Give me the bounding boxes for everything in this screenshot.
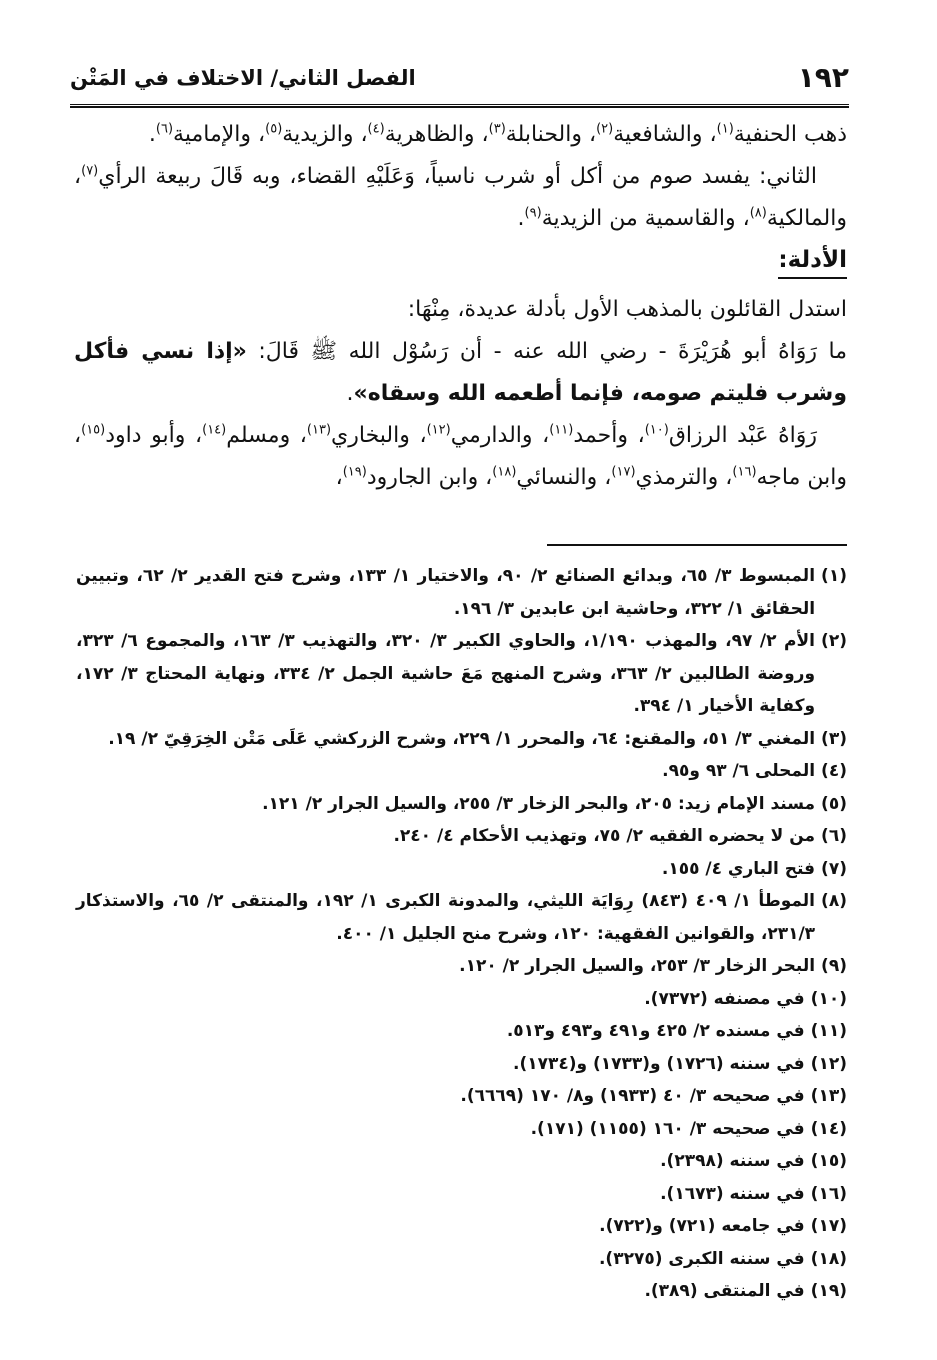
text-segment: ، وابن ماجه [74, 423, 847, 490]
paragraph-hadith [74, 331, 847, 415]
text-segment: . [346, 381, 354, 406]
footnote-item [76, 853, 847, 886]
paragraph-narrators [74, 415, 847, 499]
footnote-number: (٤) [821, 761, 847, 781]
footnote-ref: (١٦) [732, 464, 757, 480]
footnote-ref: (٤) [367, 121, 385, 137]
footnote-text: فتح الباري ٤/ ١٥٥. [661, 858, 816, 879]
footnote-number: (١٦) [810, 1183, 847, 1204]
footnote-item [76, 885, 847, 950]
footnote-ref: (٩) [524, 205, 542, 221]
footnote-text: في سننه (١٦٧٣). [660, 1183, 805, 1204]
text-segment: ، والدارمي [450, 423, 550, 448]
chapter-title: الفصل الثاني/ الاختلاف في المَتْن [70, 66, 416, 90]
text-segment: الثاني: يفسد صوم من أكل أو شرب ناسياً، وَعَلَيْهِ القضاء، وبه قَالَ ربيعة الرأي [98, 164, 817, 189]
footnote-ref: (١) [716, 121, 734, 137]
text-segment: ، وأحمد [573, 423, 645, 448]
footnote-item [76, 1015, 847, 1048]
footnote-text: في سننه (١٧٢٦) و(١٧٣٣) و(١٧٣٤). [512, 1053, 805, 1074]
footnote-item [76, 950, 847, 983]
footnote-ref: (١٩) [342, 464, 367, 480]
paragraph-second-opinion [74, 156, 847, 240]
footnote-ref: (١٤) [202, 422, 227, 438]
footnote-item [76, 1178, 847, 1211]
text-segment: ، والإمامية [173, 122, 266, 147]
footnote-number: (٩) [821, 956, 847, 976]
text-segment: ، [335, 465, 343, 490]
hadith-quote: «إذا نسي فأكل وشرب فليتم صومه، فإنما أطعمه الله وسقاه» [74, 339, 847, 406]
footnote-text: المغني ٣/ ٥١، والمقنع: ٦٤، والمحرر ١/ ٢٢٩، وشرح الزركشي عَلَى مَتْن الخِرَقِيّ ٢/ ١٩. [108, 728, 816, 749]
footnote-item [76, 723, 847, 756]
footnote-text: في سننه (٢٣٩٨). [660, 1151, 805, 1171]
footnotes [76, 560, 847, 1308]
footnote-ref: (١٣) [306, 422, 332, 438]
text-segment: . [148, 122, 156, 147]
text-segment: ، والزيدية [282, 122, 368, 147]
paragraph-first-opinion [74, 114, 847, 156]
footnote-ref: (٧) [81, 163, 99, 179]
paragraph-evidence-intro: استدل القائلون بالمذهب الأول بأدلة عديدة، مِنْهَا: [407, 297, 847, 322]
text-segment: رَوَاهُ عَبْد الرزاق [668, 423, 817, 448]
text-segment: ما رَوَاهُ أبو هُرَيْرَةَ - رضي الله عنه - أن رَسُوْل الله ﷺ قَالَ: [246, 339, 847, 364]
text-segment: ، والبخاري [331, 423, 427, 448]
footnote-ref: (١٧) [611, 464, 636, 480]
footnote-item [76, 1210, 847, 1243]
footnote-ref: (١٨) [492, 464, 517, 480]
footnote-text: في صحيحه ٣/ ١٦٠ (١١٥٥) (١٧١). [530, 1118, 805, 1139]
footnote-item [76, 1113, 847, 1146]
text-segment: ، والقاسمية من الزيدية [541, 206, 750, 231]
footnote-number: (٦) [821, 826, 847, 846]
footnote-text: في جامعه (٧٢١) و(٧٢٢). [599, 1216, 805, 1236]
footnote-item [76, 755, 847, 788]
footnote-text: الأم ٢/ ٩٧، والمهذب ١/١٩٠، والحاوي الكبير ٣/ ٣٢٠، والتهذيب ٣/ ١٦٣، والمجموع ٦/ ٣٢٣، وروضة الطالبين ٢/ ٣٦٣، وشرح المنهج مَعَ حاشية الجمل ٢/ ٣٣٤، ونهاية المحتاج ٣/ ١٧٢، وكفاية الأخيار ١/ ٣٩٤. [76, 631, 816, 716]
footnote-ref: (١٥) [81, 422, 106, 438]
footnote-number: (٧) [821, 858, 847, 879]
text-segment: ، والترمذي [635, 465, 733, 490]
footnote-number: (١) [821, 566, 847, 586]
footnote-ref: (٢) [596, 121, 614, 137]
footnote-number: (٥) [821, 793, 847, 814]
footnote-ref: (٦) [155, 121, 174, 137]
text-segment: ، والمالكية [74, 164, 847, 231]
footnote-number: (٣) [821, 728, 847, 749]
header-divider [70, 104, 849, 108]
footnote-text: البحر الزخار ٣/ ٢٥٣، والسيل الجرار ٢/ ١٢٠. [459, 956, 816, 976]
footnote-ref: (٨) [749, 205, 767, 221]
footnote-number: (١٩) [810, 1281, 847, 1301]
footnote-item [76, 1145, 847, 1178]
footnote-number: (٢) [821, 631, 847, 651]
text-segment: ، والشافعية [613, 122, 717, 147]
footnote-text: في صحيحه ٣/ ٤٠ (١٩٣٣) و٨/ ١٧٠ (٦٦٦٩). [460, 1086, 805, 1106]
footnote-number: (١٠) [810, 988, 847, 1009]
footnote-number: (١٣) [810, 1086, 847, 1106]
footnote-item [76, 788, 847, 821]
footnote-ref: (٥) [265, 121, 283, 137]
footnote-number: (١٧) [810, 1216, 847, 1236]
text-segment: ، وأبو داود [105, 423, 203, 448]
footnote-number: (١٢) [810, 1053, 847, 1074]
footnote-ref: (١٠) [644, 422, 669, 438]
footnote-number: (١١) [810, 1021, 847, 1041]
footnote-item [76, 983, 847, 1016]
footnote-divider [547, 544, 847, 546]
footnote-text: الموطأ ١/ ٤٠٩ (٨٤٣) رِوَايَة الليثي، والمدونة الكبرى ١/ ١٩٢، والمنتقى ٢/ ٦٥، والاستذكار ٢٣١/٣، والقوانين الفقهية: ١٢٠، وشرح منح الجليل ١/ ٤٠٠. [76, 891, 816, 944]
text-segment: ، والحنابلة [505, 122, 597, 147]
footnote-number: (١٤) [810, 1118, 847, 1139]
footnote-text: في سننه الكبرى (٣٢٧٥). [598, 1248, 805, 1269]
text-segment: ، وابن الجارود [366, 465, 493, 490]
footnote-text: في مصنفه (٧٣٧٢). [644, 988, 805, 1009]
text-segment: ، والنسائي [516, 465, 612, 490]
footnote-text: في المنتقى (٣٨٩). [644, 1281, 805, 1301]
text-segment: ذهب الحنفية [733, 122, 847, 147]
footnote-text: من لا يحضره الفقيه ٢/ ٧٥، وتهذيب الأحكام ٤/ ٢٤٠. [393, 826, 816, 846]
footnote-item [76, 1048, 847, 1081]
footnote-text: المبسوط ٣/ ٦٥، وبدائع الصنائع ٢/ ٩٠، والاختيار ١/ ١٣٣، وشرح فتح القدير ٢/ ٦٢، وتبيين الحقائق ١/ ٣٢٢، وحاشية ابن عابدين ٣/ ١٩٦. [76, 566, 816, 619]
footnote-number: (٨) [821, 891, 847, 911]
footnote-number: (١٥) [810, 1151, 847, 1171]
main-text [74, 114, 847, 499]
footnote-ref: (٣) [488, 121, 506, 137]
text-segment: ، ومسلم [226, 423, 307, 448]
footnote-item [76, 1243, 847, 1276]
footnote-ref: (١١) [549, 422, 574, 438]
evidence-heading: الأدلة: [778, 243, 847, 279]
text-segment: ، والظاهرية [384, 122, 489, 147]
footnote-ref: (١٢) [426, 422, 451, 438]
footnote-text: في مسنده ٢/ ٤٢٥ و٤٩١ و٤٩٣ و٥١٣. [506, 1021, 805, 1041]
footnote-text: المحلى ٦/ ٩٣ و٩٥. [662, 761, 816, 781]
footnote-item [76, 625, 847, 723]
footnote-item [76, 1080, 847, 1113]
evidence-heading-wrap [74, 240, 847, 289]
footnote-item [76, 1275, 847, 1308]
footnote-item [76, 560, 847, 625]
page-number: ١٩٢ [797, 61, 849, 94]
footnote-text: مسند الإمام زيد: ٢٠٥، والبحر الزخار ٣/ ٢٥٥، والسيل الجرار ٢/ ١٢١. [262, 793, 816, 814]
footnote-number: (١٨) [810, 1248, 847, 1269]
text-segment: . [517, 206, 525, 231]
running-header [70, 60, 849, 96]
footnote-item [76, 820, 847, 853]
